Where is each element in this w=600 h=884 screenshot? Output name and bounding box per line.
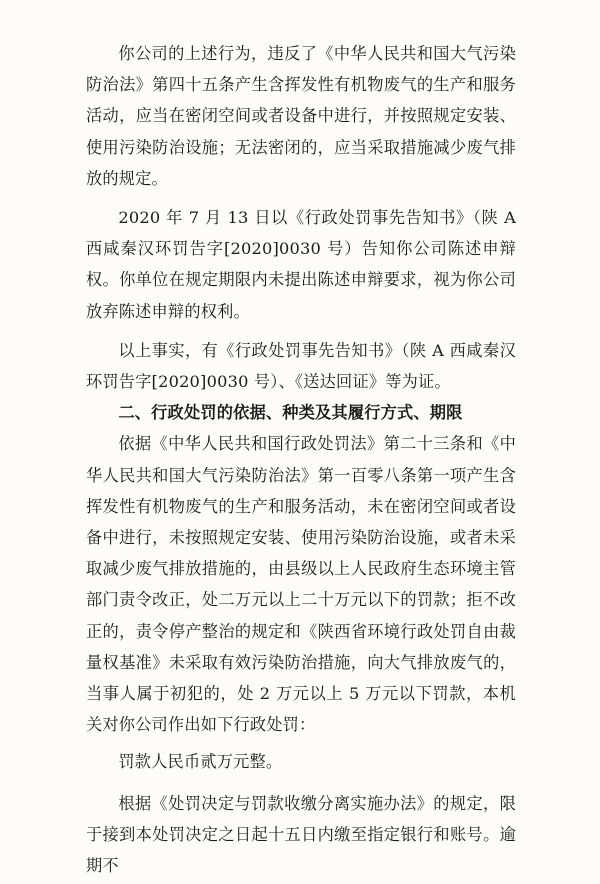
paragraph-fine: 罚款人民币贰万元整。 <box>118 752 283 772</box>
document-body <box>86 38 516 881</box>
paragraph-notice: 2020 年 7 月 13 日以《行政处罚事先告知书》（陕 A 西咸秦汉环罚告字[2020]0030 号）告知你公司陈述申辩权。你单位在规定期限内未提出陈述申辩要求，视为你公司放弃陈述申辩的权利。 <box>86 208 516 321</box>
section-heading: 二、行政处罚的依据、种类及其履行方式、期限 <box>118 403 463 423</box>
paragraph-payment: 根据《处罚决定与罚款收缴分离实施办法》的规定，限于接到本处罚决定之日起十五日内缴至指定银行和账号。逾期不 <box>86 793 516 876</box>
paragraph-legal-basis: 依据《中华人民共和国行政处罚法》第二十三条和《中华人民共和国大气污染防治法》第一百零八条第一项产生含挥发性有机物废气的生产和服务活动，未在密闭空间或者设备中进行，未按照规定安装、使用污染防治设施，或者未采取减少废气排放措施的，由县级以上人民政府生态环境主管部门责令改正，处二万元以上二十万元以下的罚款；拒不改正的，责令停产整治的规定和《陕西省环境行政处罚自由裁量权基准》未采取有效污染防治措施，向大气排放废气的，当事人属于初犯的，处 2 万元以上 5 万元以下罚款，本机关对你公司作出如下行政处罚： <box>86 434 516 735</box>
paragraph-violation: 你公司的上述行为，违反了《中华人民共和国大气污染防治法》第四十五条产生含挥发性有机物废气的生产和服务活动，应当在密闭空间或者设备中进行，并按照规定安装、使用污染防治设施；无法密闭的，应当采取措施减少废气排放的规定。 <box>86 44 516 188</box>
paragraph-evidence: 以上事实，有《行政处罚事先告知书》（陕 A 西咸秦汉环罚告字[2020]0030 号）、《送达回证》等为证。 <box>86 340 516 392</box>
